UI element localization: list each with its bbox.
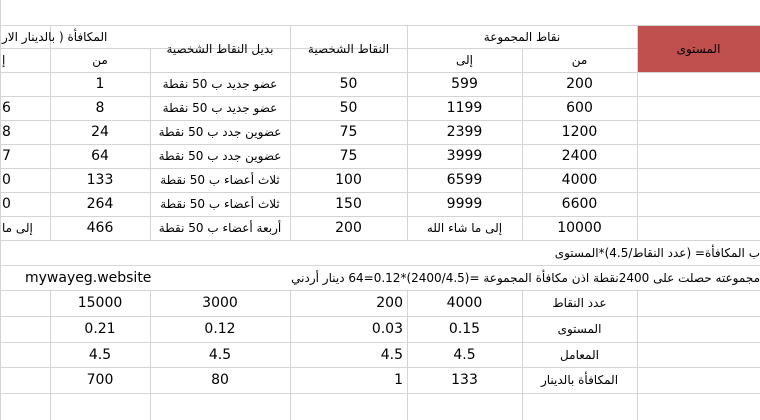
reward-formula-note: ب المكافأة= (عدد النقاط/4.5)*المستوى bbox=[554, 245, 760, 260]
group-to-cell: إلى ما شاء الله bbox=[426, 221, 503, 235]
calc-cell: 0.12 bbox=[204, 321, 236, 337]
personal-cell: 50 bbox=[339, 76, 358, 92]
group-points-header: نقاط المجموعة bbox=[483, 29, 561, 44]
calc-cell: 4.5 bbox=[208, 346, 232, 363]
personal-cell: 100 bbox=[335, 172, 362, 188]
group-from-subheader: من bbox=[571, 53, 588, 67]
reward-left-cell: 7 bbox=[2, 148, 11, 164]
website-label: mywayeg.website bbox=[25, 269, 152, 286]
alt-cell: عضوين جدد ب 50 نقطة bbox=[158, 125, 282, 139]
reward-left-cell: 8 bbox=[2, 124, 11, 140]
calc-cell: 200 bbox=[376, 295, 403, 311]
reward-from-cell: 64 bbox=[91, 148, 109, 164]
calc-cell: 4000 bbox=[446, 295, 483, 311]
calc-cell: 80 bbox=[211, 372, 229, 388]
calc-cell: 15000 bbox=[77, 295, 123, 311]
calc-label-level: المستوى bbox=[557, 322, 602, 336]
level-header: المستوى bbox=[676, 41, 721, 56]
calc-cell: 4.5 bbox=[453, 346, 476, 363]
example-note: مجموعته حصلت على 2400نقطة اذن مكافأة المجموعة =(2400/4.5)*0.12=64 دينار أردني bbox=[291, 270, 760, 285]
grid-line bbox=[637, 290, 638, 420]
grid-line bbox=[0, 0, 1, 420]
personal-cell: 50 bbox=[339, 100, 358, 116]
personal-cell: 150 bbox=[335, 196, 362, 212]
calc-cell: 133 bbox=[451, 372, 478, 388]
group-from-cell: 2400 bbox=[561, 148, 598, 164]
group-from-cell: 600 bbox=[566, 100, 593, 116]
calc-label-factor: المعامل bbox=[560, 347, 599, 362]
alt-cell: ثلاث أعضاء ب 50 نقطة bbox=[160, 197, 280, 211]
reward-header: المكافأة ( بالدينار الار bbox=[2, 29, 108, 44]
alt-cell: عضو جديد ب 50 نقطة bbox=[162, 77, 278, 91]
reward-left-cell: إلى ما bbox=[2, 221, 33, 235]
reward-from-cell: 24 bbox=[91, 124, 109, 140]
group-to-cell: 2399 bbox=[446, 124, 483, 140]
personal-cell: 75 bbox=[339, 124, 358, 140]
reward-from-subheader: من bbox=[92, 53, 108, 67]
calc-label-points: عدد النقاط bbox=[552, 296, 607, 310]
group-from-cell: 6600 bbox=[561, 196, 598, 212]
reward-left-cell: 0 bbox=[2, 196, 11, 212]
group-to-cell: 599 bbox=[451, 76, 478, 92]
alt-cell: عضو جديد ب 50 نقطة bbox=[162, 101, 278, 115]
group-to-cell: 3999 bbox=[446, 148, 483, 164]
personal-alt-header: بديل النقاط الشخصية bbox=[166, 41, 274, 56]
calc-cell: 0.03 bbox=[371, 321, 403, 337]
group-from-cell: 4000 bbox=[561, 172, 598, 188]
reward-from-cell: 264 bbox=[86, 196, 114, 212]
personal-cell: 75 bbox=[339, 148, 358, 164]
calc-cell: 3000 bbox=[202, 295, 238, 311]
group-to-cell: 1199 bbox=[446, 100, 483, 116]
calc-cell: 1 bbox=[394, 372, 403, 388]
group-to-cell: 6599 bbox=[446, 172, 483, 188]
reward-from-cell: 1 bbox=[95, 76, 105, 92]
calc-cell: 0.15 bbox=[448, 321, 481, 337]
alt-cell: ثلاث أعضاء ب 50 نقطة bbox=[160, 173, 280, 187]
grid-line bbox=[0, 393, 760, 394]
reward-left-cell: 6 bbox=[2, 100, 11, 116]
group-from-cell: 10000 bbox=[557, 220, 602, 236]
alt-cell: عضوين جدد ب 50 نقطة bbox=[158, 149, 282, 163]
personal-cell: 200 bbox=[335, 220, 362, 236]
calc-label-reward: المكافأة بالدينار bbox=[540, 373, 619, 387]
calc-cell: 700 bbox=[86, 372, 114, 388]
reward-left-cell: 0 bbox=[2, 172, 11, 188]
reward-from-cell: 466 bbox=[86, 220, 114, 236]
group-from-cell: 1200 bbox=[561, 124, 598, 140]
group-from-cell: 200 bbox=[566, 76, 593, 92]
reward-from-cell: 8 bbox=[95, 100, 105, 116]
alt-cell: أربعة أعضاء ب 50 نقطة bbox=[158, 221, 282, 235]
reward-left-cell bbox=[2, 72, 48, 96]
reward-to-subheader: إ bbox=[2, 53, 6, 67]
group-to-subheader: إلى bbox=[456, 53, 473, 67]
calc-cell: 4.5 bbox=[88, 346, 112, 363]
group-to-cell: 9999 bbox=[446, 196, 483, 212]
calc-cell: 0.21 bbox=[84, 321, 116, 337]
reward-from-cell: 133 bbox=[86, 172, 114, 188]
calc-cell: 4.5 bbox=[380, 346, 403, 363]
personal-points-header: النقاط الشخصية bbox=[307, 41, 390, 56]
